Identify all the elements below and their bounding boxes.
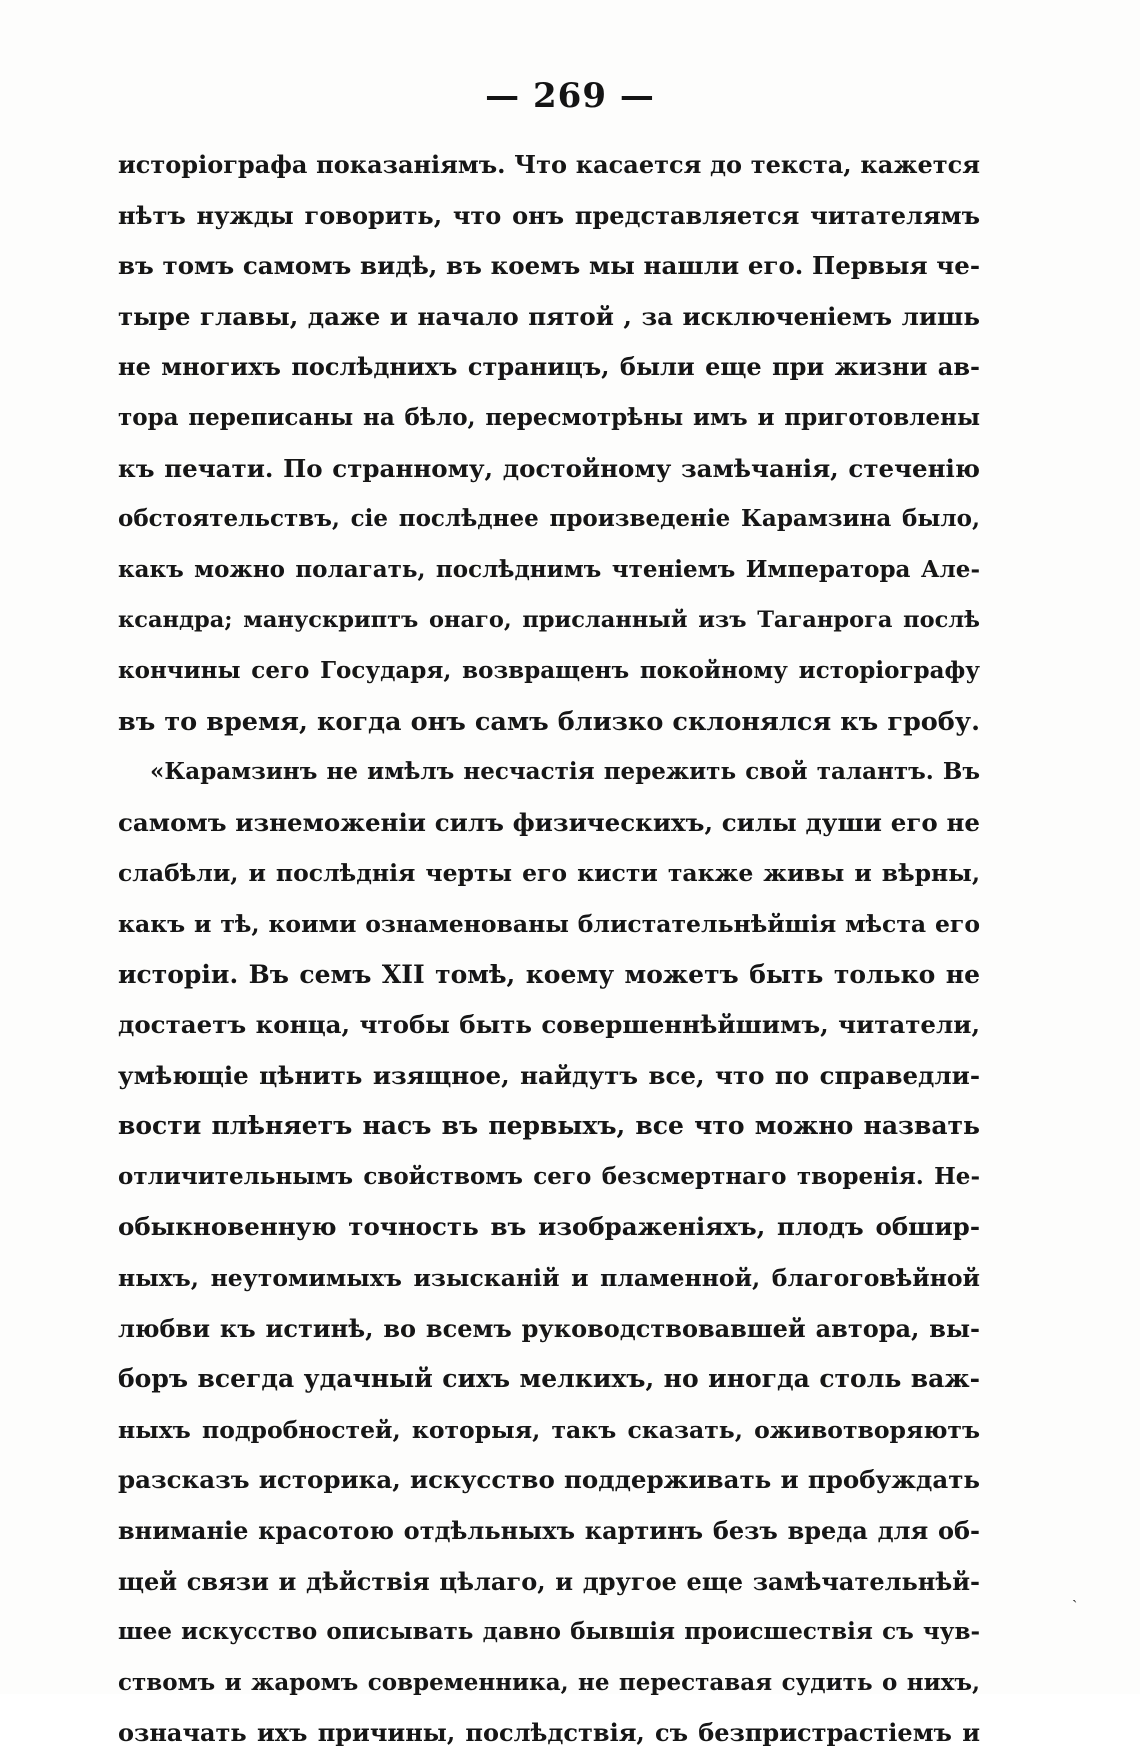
text-line: обстоятельствъ, сіе послѣднее произведеніе Карамзина было, bbox=[118, 505, 980, 533]
text-line: вниманіе красотою отдѣльныхъ картинъ безъ вреда для об- bbox=[118, 1516, 980, 1546]
text-line: какъ и тѣ, коими ознаменованы блистательнѣйшія мѣста его bbox=[118, 909, 980, 938]
text-line: тора переписаны на бѣло, пересмотрѣны имъ и приготовлены bbox=[118, 403, 980, 431]
text-line: слабѣли, и послѣднія черты его кисти также живы и вѣрны, bbox=[118, 859, 980, 888]
text-line: отличительнымъ свойствомъ сего безсмертнаго творенія. Не- bbox=[118, 1162, 980, 1190]
text-line: не многихъ послѣднихъ страницъ, были еще при жизни ав- bbox=[118, 352, 980, 382]
text-line: «Карамзинъ не имѣлъ несчастія пережить свой талантъ. Въ bbox=[150, 758, 980, 786]
text-line: самомъ изнеможеніи силъ физическихъ, силы души его не bbox=[118, 807, 980, 837]
text-line: означать ихъ причины, послѣдствія, съ безпристрастіемъ и bbox=[118, 1718, 980, 1748]
text-line: кончины сего Государя, возвращенъ покойному исторіографу bbox=[118, 656, 980, 684]
text-line: въ томъ самомъ видѣ, въ коемъ мы нашли его. Первыя че- bbox=[118, 251, 980, 281]
text-line: умѣющіе цѣнить изящное, найдутъ все, что по справедли- bbox=[118, 1060, 980, 1090]
text-line: ксандра; манускриптъ онаго, присланный изъ Таганрога послѣ bbox=[118, 607, 980, 634]
text-line: ствомъ и жаромъ современника, не переставая судить о нихъ, bbox=[118, 1668, 980, 1696]
body-text bbox=[118, 140, 980, 1759]
text-line: исторіографа показаніямъ. Что касается до текста, кажется bbox=[118, 150, 980, 179]
text-line: шее искусство описывать давно бывшія происшествія съ чув- bbox=[118, 1618, 980, 1646]
text-line: исторіи. Въ семъ XII томѣ, коему можетъ быть только не bbox=[118, 959, 980, 989]
text-line: нѣтъ нужды говорить, что онъ представляется читателямъ bbox=[118, 200, 980, 230]
page-number: — 269 — bbox=[485, 76, 655, 116]
text-line: къ печати. По странному, достойному замѣчанія, стеченію bbox=[118, 453, 980, 483]
text-line: тыре главы, даже и начало пятой , за исключеніемъ лишь bbox=[118, 301, 980, 331]
text-line: обыкновенную точность въ изображеніяхъ, плодъ обшир- bbox=[118, 1212, 980, 1242]
text-line: разсказъ историка, искусство поддерживать и пробуждать bbox=[118, 1465, 980, 1495]
paragraph-end-line: въ то время, когда онъ самъ близко склонялся къ гробу. bbox=[118, 706, 980, 737]
text-line: любви къ истинѣ, во всемъ руководствовавшей автора, вы- bbox=[118, 1313, 980, 1343]
text-line: вости плѣняетъ насъ въ первыхъ, все что можно назвать bbox=[118, 1111, 980, 1141]
text-line: достаетъ конца, чтобы быть совершеннѣйшимъ, читатели, bbox=[118, 1010, 980, 1040]
text-line: боръ всегда удачный сихъ мелкихъ, но иногда столь важ- bbox=[118, 1364, 980, 1394]
text-line: ныхъ, неутомимыхъ изысканій и пламенной, благоговѣйной bbox=[118, 1264, 980, 1293]
ink-speck: ˏ bbox=[1072, 1584, 1078, 1603]
text-line: ныхъ подробностей, которыя, такъ сказать, оживотворяютъ bbox=[118, 1415, 980, 1444]
text-line: какъ можно полагать, послѣднимъ чтеніемъ Императора Але- bbox=[118, 555, 980, 583]
text-line: щей связи и дѣйствія цѣлаго, и другое еще замѣчательнѣй- bbox=[118, 1566, 980, 1596]
